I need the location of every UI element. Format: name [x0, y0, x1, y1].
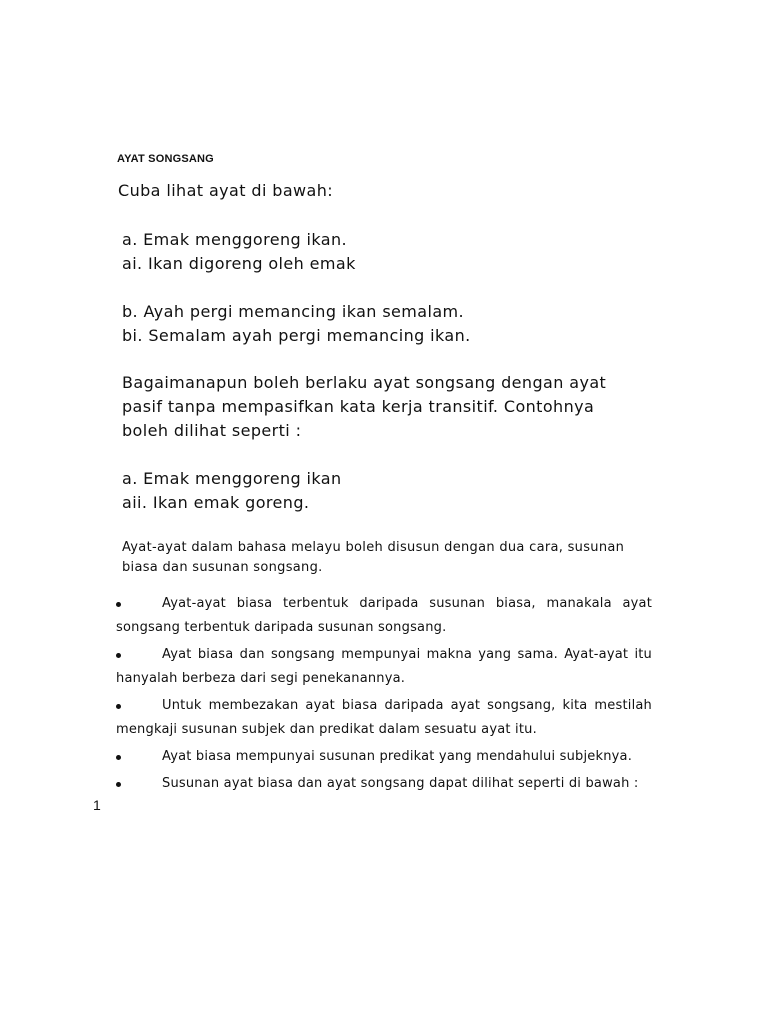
intro-line: Cuba lihat ayat di bawah:	[118, 181, 334, 200]
passive-note-line-2: pasif tanpa mempasifkan kata kerja transitif. Contohnya	[122, 397, 595, 416]
bullet-text: Susunan ayat biasa dan ayat songsang dapat dilihat seperti di bawah :	[162, 776, 639, 791]
list-item	[116, 745, 652, 769]
bullet-icon	[116, 602, 121, 607]
example-a-line-1: a. Emak menggoreng ikan.	[122, 230, 348, 249]
bullet-icon	[116, 653, 121, 658]
bullet-text: Ayat-ayat biasa terbentuk daripada susunan biasa, manakala ayat songsang terbentuk daripada susunan songsang.	[116, 596, 652, 635]
bullet-list	[116, 592, 652, 799]
list-item	[116, 592, 652, 640]
bullet-icon	[116, 782, 121, 787]
bullet-text: Ayat biasa mempunyai susunan predikat yang mendahului subjeknya.	[162, 749, 633, 764]
bullet-icon	[116, 755, 121, 760]
bullet-text: Untuk membezakan ayat biasa daripada ayat songsang, kita mestilah mengkaji susunan subjek dan predikat dalam sesuatu ayat itu.	[116, 698, 652, 737]
passive-note-line-1: Bagaimanapun boleh berlaku ayat songsang dengan ayat	[122, 373, 607, 392]
list-item	[116, 694, 652, 742]
page-number: 1	[93, 797, 101, 813]
passive-note-line-3: boleh dilihat seperti :	[122, 421, 302, 440]
example-a-line-2: ai. Ikan digoreng oleh emak	[122, 254, 356, 273]
structure-note-line-1: Ayat-ayat dalam bahasa melayu boleh disusun dengan dua cara, susunan	[122, 540, 625, 555]
example-c-line-1: a. Emak menggoreng ikan	[122, 469, 342, 488]
example-b-line-2: bi. Semalam ayah pergi memancing ikan.	[122, 326, 471, 345]
list-item	[116, 643, 652, 691]
list-item	[116, 772, 652, 796]
page-heading: AYAT SONGSANG	[117, 153, 214, 165]
bullet-text: Ayat biasa dan songsang mempunyai makna yang sama. Ayat-ayat itu hanyalah berbeza dari segi penekanannya.	[116, 647, 652, 686]
bullet-icon	[116, 704, 121, 709]
structure-note-line-2: biasa dan susunan songsang.	[122, 560, 323, 575]
example-b-line-1: b. Ayah pergi memancing ikan semalam.	[122, 302, 465, 321]
example-c-line-2: aii. Ikan emak goreng.	[122, 493, 310, 512]
